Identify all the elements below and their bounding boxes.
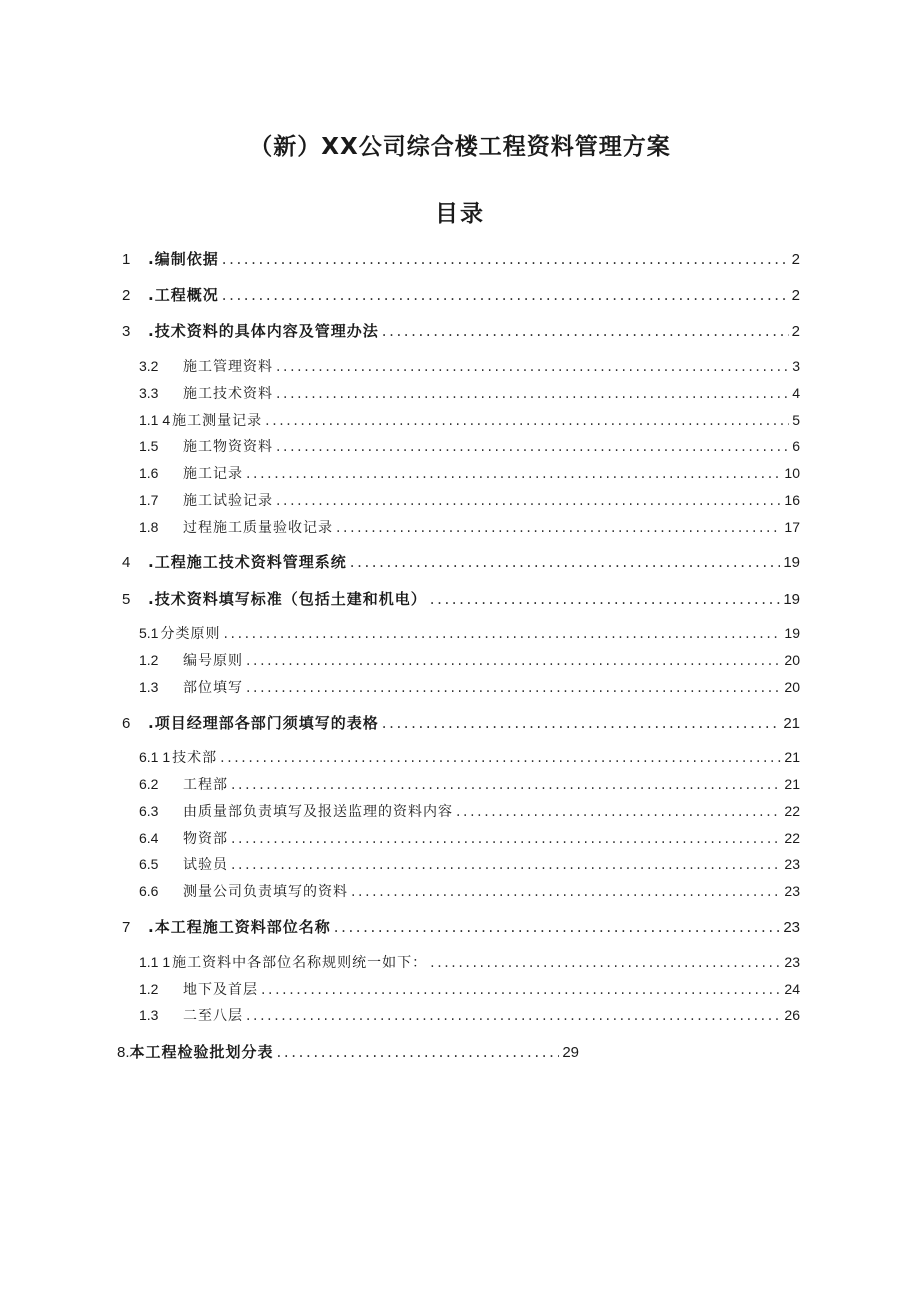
toc-entry[interactable] — [139, 382, 800, 404]
toc-entry-label: .工程施工技术资料管理系统 — [148, 553, 347, 571]
toc-entry-number: 6 — [122, 715, 131, 732]
toc-entry[interactable] — [139, 622, 800, 644]
toc-entry[interactable] — [117, 1041, 579, 1063]
toc-entry-label: .技术资料的具体内容及管理办法 — [148, 322, 379, 340]
toc-dot-leader — [246, 650, 781, 671]
toc-entry-label: 施工记录 — [183, 466, 243, 482]
toc-entry[interactable] — [139, 951, 800, 973]
toc-dot-leader — [382, 320, 789, 342]
toc-entry-page: 23 — [784, 883, 800, 899]
toc-entry[interactable] — [139, 827, 800, 849]
toc-entry-number: 4 — [122, 554, 131, 571]
toc-entry[interactable] — [139, 409, 800, 431]
toc-entry-page: 16 — [784, 492, 800, 508]
toc-entry-label: .编制依据 — [148, 250, 219, 268]
toc-dot-leader — [231, 774, 781, 795]
toc-entry-label: 部位填写 — [183, 680, 243, 696]
toc-entry-number: 5.1 — [139, 625, 159, 641]
toc-entry-label: .本工程施工资料部位名称 — [148, 918, 331, 936]
toc-entry-page: 2 — [791, 287, 800, 304]
toc-entry-page: 19 — [784, 625, 800, 641]
toc-dot-leader — [246, 677, 781, 698]
toc-entry[interactable] — [122, 248, 800, 270]
toc-entry-number: 1.7 — [139, 492, 159, 508]
toc-dot-leader — [223, 623, 781, 644]
toc-entry-page: 2 — [791, 323, 800, 340]
toc-dot-leader — [231, 854, 781, 875]
toc-entry-number: 2 — [122, 287, 131, 304]
toc-entry[interactable] — [139, 978, 800, 1000]
toc-dot-leader — [430, 952, 781, 973]
toc-entry[interactable] — [122, 284, 800, 306]
toc-entry-label: 二至八层 — [183, 1008, 243, 1024]
toc-entry-number: 6.4 — [139, 830, 159, 846]
toc-entry[interactable] — [139, 516, 800, 538]
toc-dot-leader — [222, 284, 789, 306]
toc-entry[interactable] — [139, 489, 800, 511]
toc-dot-leader — [220, 747, 781, 768]
toc-entry[interactable] — [122, 712, 800, 734]
toc-entry-page: 29 — [562, 1044, 579, 1061]
toc-dot-leader — [456, 801, 781, 822]
toc-entry-page: 23 — [784, 954, 800, 970]
toc-entry-label: .技术资料填写标准（包括土建和机电） — [148, 590, 427, 608]
toc-entry[interactable] — [139, 773, 800, 795]
toc-entry-page: 21 — [784, 749, 800, 765]
toc-entry-page: 17 — [784, 519, 800, 535]
toc-entry[interactable] — [139, 853, 800, 875]
toc-entry[interactable] — [122, 551, 800, 573]
toc-entry-number: 6.2 — [139, 776, 159, 792]
toc-entry-label: 测量公司负责填写的资料 — [183, 884, 348, 900]
toc-dot-leader — [334, 916, 781, 938]
toc-entry-page: 2 — [791, 251, 800, 268]
toc-entry-number: 1.5 — [139, 438, 159, 454]
toc-entry[interactable] — [139, 676, 800, 698]
toc-entry-page: 20 — [784, 652, 800, 668]
toc-dot-leader — [351, 881, 781, 902]
toc-entry-page: 24 — [784, 981, 800, 997]
toc-entry-label: 试验员 — [183, 857, 228, 873]
toc-entry-page: 19 — [783, 554, 800, 571]
toc-entry-number: 6.1 1 — [139, 749, 171, 765]
toc-dot-leader — [265, 410, 789, 431]
toc-entry[interactable] — [139, 355, 800, 377]
toc-entry[interactable] — [122, 320, 800, 342]
toc-entry-page: 3 — [792, 358, 800, 374]
toc-heading: 目录 — [435, 201, 485, 227]
toc-entry-number: 1.6 — [139, 465, 159, 481]
toc-entry-label: 地下及首层 — [183, 982, 258, 998]
toc-entry-number: 1 — [122, 251, 131, 268]
toc-entry-number: 1.1 1 — [139, 954, 171, 970]
toc-entry-number: 1.1 4 — [139, 412, 171, 428]
toc-entry[interactable] — [139, 800, 800, 822]
toc-dot-leader — [222, 248, 789, 270]
toc-entry-number: 3.3 — [139, 385, 159, 401]
toc-entry-number: 1.8 — [139, 519, 159, 535]
toc-entry-number: 6.3 — [139, 803, 159, 819]
toc-entry-number: 1.3 — [139, 1007, 159, 1023]
toc-entry-number: 1.2 — [139, 981, 159, 997]
toc-entry-number: 3.2 — [139, 358, 159, 374]
toc-dot-leader — [382, 712, 781, 734]
toc-entry-label: 分类原则 — [160, 626, 221, 642]
toc-entry-label: 本工程检验批划分表 — [129, 1043, 274, 1061]
toc-entry-page: 20 — [784, 679, 800, 695]
toc-entry-label: 过程施工质量验收记录 — [183, 520, 333, 536]
toc-entry-label: 施工试验记录 — [183, 493, 273, 509]
toc-entry-number: 3 — [122, 323, 131, 340]
toc-entry-number: 5 — [122, 591, 131, 608]
toc-entry-number: 6.5 — [139, 856, 159, 872]
toc-entry-label: 施工物资资料 — [183, 439, 273, 455]
toc-entry-number: 6.6 — [139, 883, 159, 899]
toc-dot-leader — [276, 436, 789, 457]
toc-entry-number: 1.3 — [139, 679, 159, 695]
toc-entry[interactable] — [139, 462, 800, 484]
toc-entry-label: 施工管理资料 — [183, 359, 273, 375]
toc-entry-number: 8. — [117, 1044, 130, 1061]
toc-entry-page: 10 — [784, 465, 800, 481]
toc-dot-leader — [261, 979, 781, 1000]
toc-entry[interactable] — [139, 880, 800, 902]
toc-entry-label: 施工资料中各部位名称规则统一如下： — [172, 955, 428, 971]
toc-entry-page: 5 — [792, 412, 800, 428]
toc-dot-leader — [276, 490, 781, 511]
toc-entry-label: 施工测量记录 — [172, 413, 263, 429]
toc-entry-page: 22 — [784, 830, 800, 846]
toc-dot-leader — [246, 463, 781, 484]
toc-dot-leader — [277, 1041, 560, 1063]
toc-entry-label: 由质量部负责填写及报送监理的资料内容 — [183, 804, 453, 820]
toc-entry-page: 23 — [784, 856, 800, 872]
toc-entry-label: .项目经理部各部门须填写的表格 — [148, 714, 379, 732]
toc-entry-page: 22 — [784, 803, 800, 819]
toc-entry[interactable] — [122, 916, 800, 938]
toc-entry-label: 工程部 — [183, 777, 228, 793]
toc-entry-page: 21 — [783, 715, 800, 732]
toc-dot-leader — [350, 551, 781, 573]
toc-entry-number: 7 — [122, 919, 131, 936]
toc-entry-page: 26 — [784, 1007, 800, 1023]
toc-entry[interactable] — [139, 1004, 800, 1026]
toc-dot-leader — [246, 1005, 781, 1026]
toc-entry[interactable] — [139, 649, 800, 671]
document-title: （新）XX公司综合楼工程资料管理方案 — [249, 134, 671, 160]
toc-dot-leader — [336, 517, 781, 538]
toc-entry[interactable] — [139, 746, 800, 768]
toc-entry-number: 1.2 — [139, 652, 159, 668]
toc-entry[interactable] — [122, 588, 800, 610]
toc-dot-leader — [276, 383, 789, 404]
toc-entry-label: 施工技术资料 — [183, 386, 273, 402]
toc-entry-page: 21 — [784, 776, 800, 792]
toc-entry-page: 19 — [783, 591, 800, 608]
toc-entry-page: 6 — [792, 438, 800, 454]
toc-entry-label: 编号原则 — [183, 653, 243, 669]
toc-entry-page: 4 — [792, 385, 800, 401]
toc-dot-leader — [231, 828, 781, 849]
toc-entry-label: .工程概况 — [148, 286, 219, 304]
toc-entry-label: 技术部 — [172, 750, 218, 766]
toc-dot-leader — [276, 356, 789, 377]
toc-entry[interactable] — [139, 435, 800, 457]
toc-entry-label: 物资部 — [183, 831, 228, 847]
toc-dot-leader — [430, 588, 781, 610]
toc-entry-page: 23 — [783, 919, 800, 936]
